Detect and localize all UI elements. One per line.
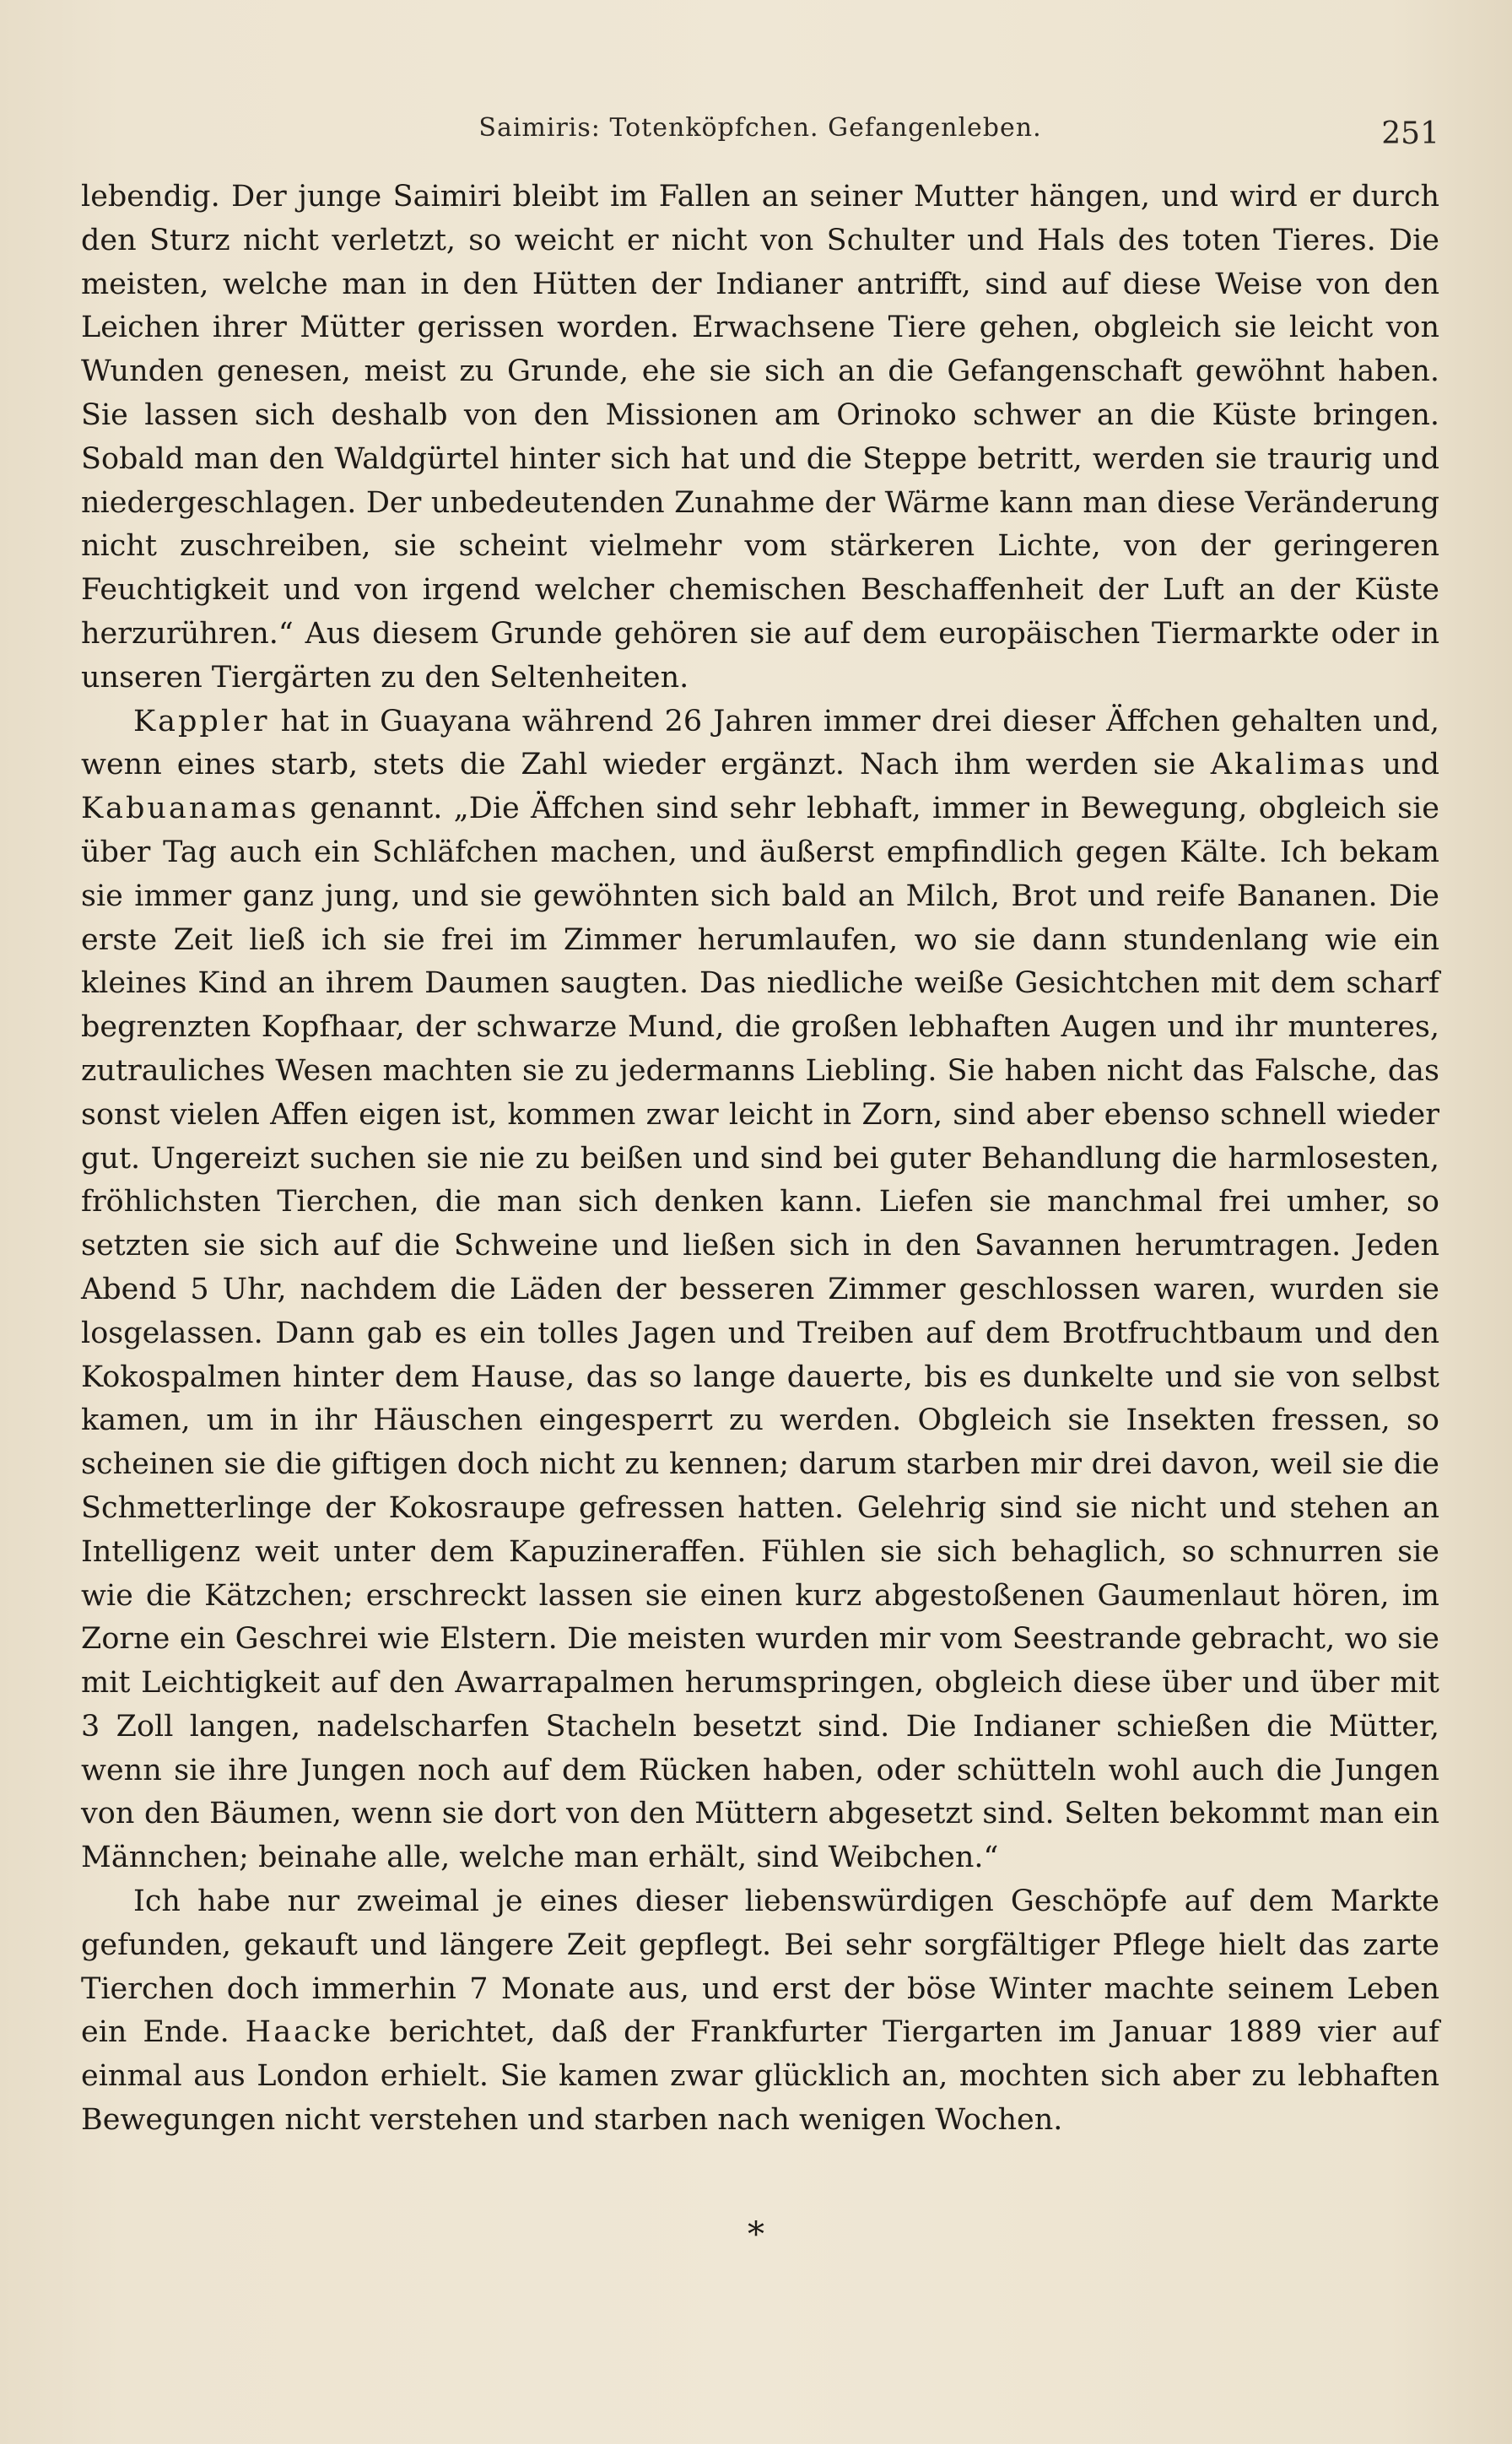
paragraph-1 [81,176,1439,700]
paragraph-2-text-b: und [1367,748,1439,782]
author-name-haacke: Haacke [245,2015,374,2050]
author-name-kappler: Kappler [133,704,270,738]
running-head: Saimiris: Totenköpfchen. Gefangenleben. [478,113,1042,143]
term-akalimas: Akalimas [1210,748,1368,782]
paragraph-2 [81,700,1439,1881]
page-header [81,108,1439,159]
paragraph-3 [81,1880,1439,2143]
body-text [81,176,1439,2143]
paragraph-2-text-a: hat in Guayana während 26 Jahren immer drei dieser Äffchen gehalten und, wenn eines starb, stets die Zahl wieder ergänzt. Nach ihm werden sie [81,704,1439,782]
paragraph-3-text-a: Ich habe nur zweimal je eines dieser liebenswürdigen Geschöpfe auf dem Markte gefunden, gekauft und längere Zeit gepflegt. Bei sehr sorgfältiger Pflege hielt das zarte Tierchen doch immerhin 7 Monate aus, und erst der böse Winter machte seinem Leben ein Ende. [81,1884,1439,2050]
page-number: 251 [1381,116,1439,151]
paragraph-3-text-b: berichtet, daß der Frankfurter Tiergarten im Januar 1889 vier auf einmal aus London erhielt. Sie kamen zwar glücklich an, mochten sich aber zu lebhaften Bewegungen nicht verstehen und starben nach wenigen Wochen. [81,2015,1439,2138]
paragraph-1-text: lebendig. Der junge Saimiri bleibt im Fallen an seiner Mutter hängen, und wird er durch den Sturz nicht verletzt, so weicht er nicht von Schulter und Hals des toten Tieres. Die meisten, welche man in den Hütten der Indianer antrifft, sind auf diese Weise von den Leichen ihrer Mütter gerissen worden. Erwachsene Tiere gehen, obgleich sie leicht von Wunden genesen, meist zu Grunde, ehe sie sich an die Gefangenschaft gewöhnt haben. Sie lassen sich deshalb von den Missionen am Orinoko schwer an die Küste bringen. Sobald man den Waldgürtel hinter sich hat und die Steppe betritt, werden sie traurig und niedergeschlagen. Der unbedeutenden Zunahme der Wärme kann man diese Veränderung nicht zuschreiben, sie scheint vielmehr vom stärkeren Lichte, von der geringeren Feuchtigkeit und von irgend welcher chemischen Beschaffenheit der Luft an der Küste herzurühren.“ Aus diesem Grunde gehören sie auf dem europäischen Tiermarkte oder in unseren Tiergärten zu den Seltenheiten. [81,180,1439,695]
section-end-asterisk: * [748,2215,764,2254]
term-kabuanamas: Kabuanamas [81,792,300,826]
paragraph-2-text-c: genannt. „Die Äffchen sind sehr lebhaft, immer in Bewegung, obgleich sie über Tag auch ein Schläfchen machen, und äußerst empfindlich gegen Kälte. Ich bekam sie immer ganz jung, und sie gewöhnten sich bald an Milch, Brot und reife Bananen. Die erste Zeit ließ ich sie frei im Zimmer herumlaufen, wo sie dann stundenlang wie ein kleines Kind an ihrem Daumen saugten. Das niedliche weiße Gesichtchen mit dem scharf begrenzten Kopfhaar, der schwarze Mund, die großen lebhaften Augen und ihr munteres, zutrauliches Wesen machten sie zu jedermanns Liebling. Sie haben nicht das Falsche, das sonst vielen Affen eigen ist, kommen zwar leicht in Zorn, sind aber ebenso schnell wieder gut. Ungereizt suchen sie nie zu beißen und sind bei guter Behandlung die harmlosesten, fröhlichsten Tierchen, die man sich denken kann. Liefen sie manchmal frei umher, so setzten sie sich auf die Schweine und ließen sich in den Savannen herumtragen. Jeden Abend 5 Uhr, nachdem die Läden der besseren Zimmer geschlossen waren, wurden sie losgelassen. Dann gab es ein tolles Jagen und Treiben auf dem Brotfruchtbaum und den Kokospalmen hinter dem Hause, das so lange dauerte, bis es dunkelte und sie von selbst kamen, um in ihr Häuschen eingesperrt zu werden. Obgleich sie Insekten fressen, so scheinen sie die giftigen doch nicht zu kennen; darum starben mir drei davon, weil sie die Schmetterlinge der Kokosraupe gefressen hatten. Gelehrig sind sie nicht und stehen an Intelligenz weit unter dem Kapuzineraffen. Fühlen sie sich behaglich, so schnurren sie wie die Kätzchen; erschreckt lassen sie einen kurz abgestoßenen Gaumenlaut hören, im Zorne ein Geschrei wie Elstern. Die meisten wurden mir vom Seestrande gebracht, wo sie mit Leichtigkeit auf den Awarrapalmen herumspringen, obgleich diese über und über mit 3 Zoll langen, nadelscharfen Stacheln besetzt sind. Die Indianer schießen die Mütter, wenn sie ihre Jungen noch auf dem Rücken haben, oder schütteln wohl auch die Jungen von den Bäumen, wenn sie dort von den Müttern abgesetzt sind. Selten bekommt man ein Männchen; beinahe alle, welche man erhält, sind Weibchen.“ [81,792,1439,1875]
